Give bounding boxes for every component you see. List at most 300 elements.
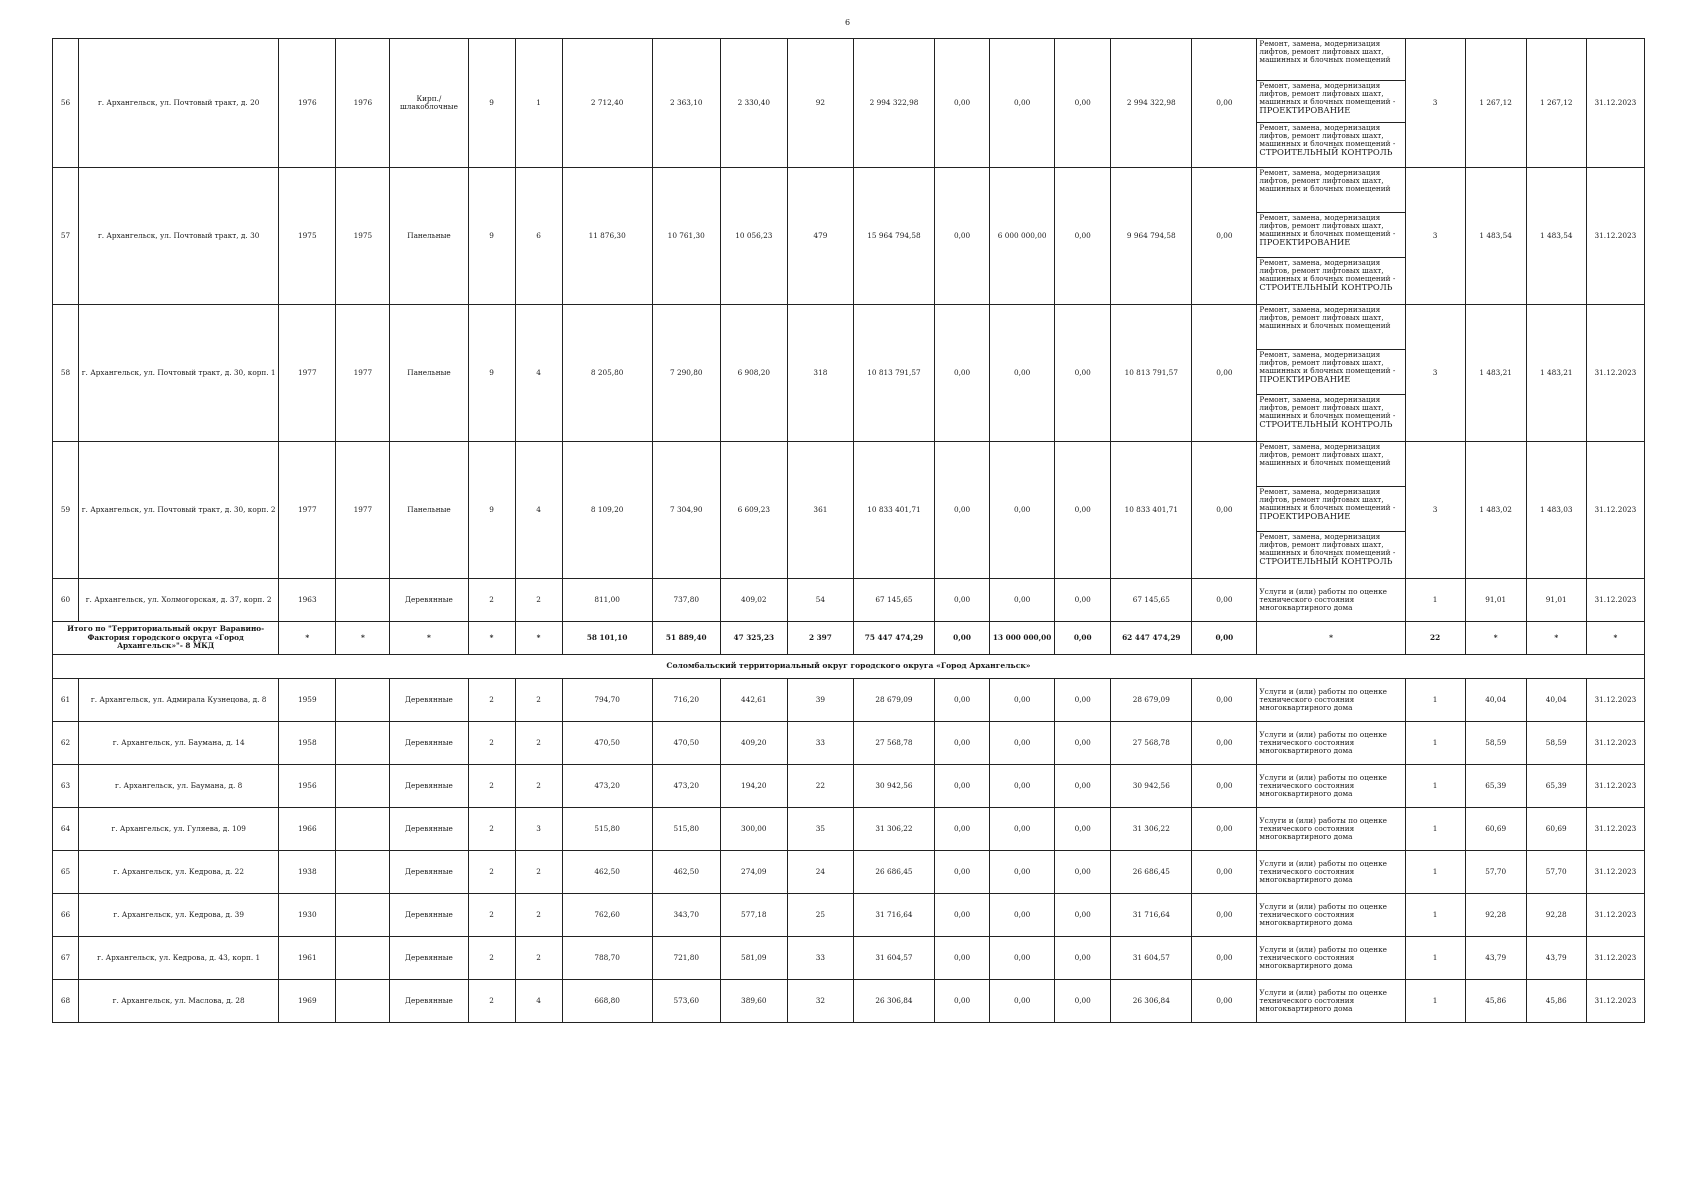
total-entrances: * [515, 622, 562, 655]
address-cell: г. Архангельск, ул. Кедрова, д. 43, корп. 1 [79, 937, 279, 980]
area-residential-cell: 300,00 [720, 808, 787, 851]
cost-fund-cell: 0,00 [935, 679, 990, 722]
work-type-text: Ремонт, замена, модернизация лифтов, ремонт лифтовых шахт, машинных и блочных помещений - [1259, 123, 1396, 149]
area-residential-cell: 409,02 [720, 579, 787, 622]
wall-material-cell: Панельные [390, 305, 468, 442]
max-cost-cell: 45,86 [1526, 980, 1586, 1023]
total-max-cost: * [1526, 622, 1586, 655]
unit-cost-cell: 1 483,21 [1465, 305, 1526, 442]
entrances-cell: 2 [515, 722, 562, 765]
table-row [53, 808, 1645, 851]
residents-cell: 24 [787, 851, 853, 894]
cost-region-cell: 0,00 [990, 894, 1055, 937]
wall-material-cell: Деревянные [390, 679, 468, 722]
cost-total-cell: 10 833 401,71 [853, 442, 934, 579]
cost-owners-cell: 67 145,65 [1111, 579, 1192, 622]
cost-region-cell: 0,00 [990, 980, 1055, 1023]
cost-owners-cell: 28 679,09 [1111, 679, 1192, 722]
cost-total-cell: 28 679,09 [853, 679, 934, 722]
floors-cell: 2 [468, 980, 515, 1023]
entrances-cell: 1 [515, 39, 562, 168]
floors-cell: 2 [468, 851, 515, 894]
cost-total-cell: 10 813 791,57 [853, 305, 934, 442]
max-cost-cell: 60,69 [1526, 808, 1586, 851]
row-number-cell: 61 [53, 679, 79, 722]
max-cost-cell: 91,01 [1526, 579, 1586, 622]
work-type-stage: СТРОИТЕЛЬНЫЙ КОНТРОЛЬ [1259, 556, 1393, 567]
address-cell: г. Архангельск, ул. Адмирала Кузнецова, д. 8 [79, 679, 279, 722]
entrances-cell: 2 [515, 679, 562, 722]
total-cost-fund: 0,00 [935, 622, 990, 655]
cost-local-cell: 0,00 [1055, 765, 1111, 808]
district-varavino-total [53, 622, 1645, 679]
address-cell: г. Архангельск, ул. Баумана, д. 8 [79, 765, 279, 808]
row-number-cell: 57 [53, 168, 79, 305]
cost-other-cell: 0,00 [1192, 980, 1257, 1023]
deadline-cell: 31.12.2023 [1586, 168, 1644, 305]
repair-program-table [52, 38, 1645, 1023]
deadline-cell: 31.12.2023 [1586, 894, 1644, 937]
unit-cost-cell: 1 267,12 [1465, 39, 1526, 168]
address-cell: г. Архангельск, ул. Почтовый тракт, д. 20 [79, 39, 279, 168]
work-type-item [1257, 487, 1404, 532]
cost-other-cell: 0,00 [1192, 579, 1257, 622]
residents-cell: 318 [787, 305, 853, 442]
max-cost-cell: 1 267,12 [1526, 39, 1586, 168]
work-count-cell: 1 [1405, 937, 1465, 980]
work-type-item [1257, 442, 1404, 487]
work-type-cell: Услуги и (или) работы по оценке технического состояния многоквартирного дома [1257, 980, 1405, 1023]
wall-material-cell: Деревянные [390, 765, 468, 808]
max-cost-cell: 1 483,03 [1526, 442, 1586, 579]
area-residential-cell: 274,09 [720, 851, 787, 894]
floors-cell: 2 [468, 937, 515, 980]
cost-local-cell: 0,00 [1055, 722, 1111, 765]
total-work-type: * [1257, 622, 1405, 655]
address-cell: г. Архангельск, ул. Почтовый тракт, д. 30, корп. 1 [79, 305, 279, 442]
cost-other-cell: 0,00 [1192, 679, 1257, 722]
table-row [53, 765, 1645, 808]
area-total-cell: 8 205,80 [562, 305, 652, 442]
cost-local-cell: 0,00 [1055, 442, 1111, 579]
year-built-cell: 1963 [279, 579, 336, 622]
max-cost-cell: 40,04 [1526, 679, 1586, 722]
work-type-text: Ремонт, замена, модернизация лифтов, ремонт лифтовых шахт, машинных и блочных помещений - [1259, 395, 1396, 421]
area-residential-cell: 10 056,23 [720, 168, 787, 305]
work-type-item [1257, 350, 1404, 395]
cost-total-cell: 27 568,78 [853, 722, 934, 765]
residents-cell: 54 [787, 579, 853, 622]
cost-local-cell: 0,00 [1055, 980, 1111, 1023]
year-commission-cell: 1977 [336, 442, 390, 579]
row-number-cell: 60 [53, 579, 79, 622]
cost-fund-cell: 0,00 [935, 442, 990, 579]
work-type-item [1257, 81, 1404, 123]
cost-region-cell: 6 000 000,00 [990, 168, 1055, 305]
year-commission-cell [336, 980, 390, 1023]
table-row [53, 168, 1645, 305]
total-area-living: 51 889,40 [652, 622, 720, 655]
work-type-stage: ПРОЕКТИРОВАНИЕ [1259, 511, 1351, 522]
cost-other-cell: 0,00 [1192, 168, 1257, 305]
cost-total-cell: 26 686,45 [853, 851, 934, 894]
row-number-cell: 63 [53, 765, 79, 808]
cost-total-cell: 31 716,64 [853, 894, 934, 937]
max-cost-cell: 58,59 [1526, 722, 1586, 765]
year-commission-cell: 1976 [336, 39, 390, 168]
area-living-cell: 7 290,80 [652, 305, 720, 442]
cost-local-cell: 0,00 [1055, 305, 1111, 442]
cost-other-cell: 0,00 [1192, 808, 1257, 851]
area-residential-cell: 581,09 [720, 937, 787, 980]
unit-cost-cell: 92,28 [1465, 894, 1526, 937]
row-number-cell: 62 [53, 722, 79, 765]
work-type-cell: Услуги и (или) работы по оценке технического состояния многоквартирного дома [1257, 937, 1405, 980]
unit-cost-cell: 91,01 [1465, 579, 1526, 622]
floors-cell: 2 [468, 894, 515, 937]
max-cost-cell: 65,39 [1526, 765, 1586, 808]
wall-material-cell: Деревянные [390, 808, 468, 851]
max-cost-cell: 1 483,21 [1526, 305, 1586, 442]
cost-region-cell: 0,00 [990, 579, 1055, 622]
total-cost-other: 0,00 [1192, 622, 1257, 655]
unit-cost-cell: 1 483,02 [1465, 442, 1526, 579]
cost-owners-cell: 26 306,84 [1111, 980, 1192, 1023]
deadline-cell: 31.12.2023 [1586, 980, 1644, 1023]
floors-cell: 2 [468, 579, 515, 622]
work-type-cell: Услуги и (или) работы по оценке технического состояния многоквартирного дома [1257, 679, 1405, 722]
year-built-cell: 1969 [279, 980, 336, 1023]
year-built-cell: 1938 [279, 851, 336, 894]
residents-cell: 22 [787, 765, 853, 808]
work-type-cell: Услуги и (или) работы по оценке технического состояния многоквартирного дома [1257, 808, 1405, 851]
cost-total-cell: 2 994 322,98 [853, 39, 934, 168]
work-type-item [1257, 395, 1404, 441]
total-material: * [390, 622, 468, 655]
table-row [53, 39, 1645, 168]
deadline-cell: 31.12.2023 [1586, 442, 1644, 579]
max-cost-cell: 92,28 [1526, 894, 1586, 937]
year-commission-cell [336, 765, 390, 808]
work-count-cell: 1 [1405, 579, 1465, 622]
work-type-stage: ПРОЕКТИРОВАНИЕ [1259, 237, 1351, 248]
max-cost-cell: 1 483,54 [1526, 168, 1586, 305]
table-row [53, 937, 1645, 980]
wall-material-cell: Деревянные [390, 980, 468, 1023]
work-type-item [1257, 532, 1404, 578]
area-residential-cell: 389,60 [720, 980, 787, 1023]
deadline-cell: 31.12.2023 [1586, 579, 1644, 622]
area-living-cell: 343,70 [652, 894, 720, 937]
area-residential-cell: 194,20 [720, 765, 787, 808]
work-count-cell: 1 [1405, 851, 1465, 894]
cost-owners-cell: 10 833 401,71 [1111, 442, 1192, 579]
work-type-cell [1257, 442, 1405, 579]
table-row [53, 980, 1645, 1023]
row-number-cell: 67 [53, 937, 79, 980]
row-number-cell: 58 [53, 305, 79, 442]
unit-cost-cell: 45,86 [1465, 980, 1526, 1023]
cost-fund-cell: 0,00 [935, 808, 990, 851]
area-total-cell: 473,20 [562, 765, 652, 808]
cost-other-cell: 0,00 [1192, 937, 1257, 980]
residents-cell: 32 [787, 980, 853, 1023]
floors-cell: 2 [468, 679, 515, 722]
cost-other-cell: 0,00 [1192, 894, 1257, 937]
unit-cost-cell: 58,59 [1465, 722, 1526, 765]
work-type-item [1257, 168, 1404, 213]
residents-cell: 25 [787, 894, 853, 937]
entrances-cell: 2 [515, 894, 562, 937]
district-varavino-rows [53, 39, 1645, 622]
wall-material-cell: Панельные [390, 442, 468, 579]
total-cost-local: 0,00 [1055, 622, 1111, 655]
year-built-cell: 1961 [279, 937, 336, 980]
work-type-text: Ремонт, замена, модернизация лифтов, ремонт лифтовых шахт, машинных и блочных помещений [1259, 442, 1391, 468]
area-living-cell: 716,20 [652, 679, 720, 722]
total-work-count: 22 [1405, 622, 1465, 655]
cost-owners-cell: 30 942,56 [1111, 765, 1192, 808]
total-cost-region: 13 000 000,00 [990, 622, 1055, 655]
total-cost-owners: 62 447 474,29 [1111, 622, 1192, 655]
row-number-cell: 68 [53, 980, 79, 1023]
cost-other-cell: 0,00 [1192, 765, 1257, 808]
wall-material-cell: Деревянные [390, 851, 468, 894]
work-count-cell: 1 [1405, 679, 1465, 722]
area-living-cell: 470,50 [652, 722, 720, 765]
area-living-cell: 7 304,90 [652, 442, 720, 579]
address-cell: г. Архангельск, ул. Почтовый тракт, д. 30, корп. 2 [79, 442, 279, 579]
cost-other-cell: 0,00 [1192, 305, 1257, 442]
cost-other-cell: 0,00 [1192, 39, 1257, 168]
area-living-cell: 737,80 [652, 579, 720, 622]
total-area-residential: 47 325,23 [720, 622, 787, 655]
entrances-cell: 4 [515, 442, 562, 579]
residents-cell: 479 [787, 168, 853, 305]
year-built-cell: 1975 [279, 168, 336, 305]
table-row [53, 851, 1645, 894]
area-total-cell: 811,00 [562, 579, 652, 622]
wall-material-cell: Деревянные [390, 579, 468, 622]
cost-other-cell: 0,00 [1192, 442, 1257, 579]
year-commission-cell [336, 894, 390, 937]
work-type-stage: СТРОИТЕЛЬНЫЙ КОНТРОЛЬ [1259, 147, 1393, 158]
unit-cost-cell: 60,69 [1465, 808, 1526, 851]
work-count-cell: 3 [1405, 442, 1465, 579]
work-count-cell: 1 [1405, 894, 1465, 937]
work-type-cell: Услуги и (или) работы по оценке технического состояния многоквартирного дома [1257, 722, 1405, 765]
total-year-commission: * [336, 622, 390, 655]
floors-cell: 9 [468, 168, 515, 305]
cost-local-cell: 0,00 [1055, 894, 1111, 937]
cost-owners-cell: 2 994 322,98 [1111, 39, 1192, 168]
area-total-cell: 11 876,30 [562, 168, 652, 305]
wall-material-cell: Деревянные [390, 894, 468, 937]
work-count-cell: 1 [1405, 765, 1465, 808]
cost-fund-cell: 0,00 [935, 980, 990, 1023]
total-label: Итого по "Территориальный округ Варавино-Фактория городского округа «Город Архангельск»"- 8 МКД [53, 622, 279, 655]
total-row [53, 622, 1645, 655]
area-living-cell: 462,50 [652, 851, 720, 894]
work-type-text: Ремонт, замена, модернизация лифтов, ремонт лифтовых шахт, машинных и блочных помещений - [1259, 81, 1396, 107]
unit-cost-cell: 43,79 [1465, 937, 1526, 980]
work-type-stage: СТРОИТЕЛЬНЫЙ КОНТРОЛЬ [1259, 282, 1393, 293]
address-cell: г. Архангельск, ул. Холмогорская, д. 37, корп. 2 [79, 579, 279, 622]
area-residential-cell: 442,61 [720, 679, 787, 722]
area-total-cell: 462,50 [562, 851, 652, 894]
wall-material-cell: Деревянные [390, 937, 468, 980]
area-residential-cell: 2 330,40 [720, 39, 787, 168]
work-count-cell: 1 [1405, 722, 1465, 765]
cost-local-cell: 0,00 [1055, 39, 1111, 168]
cost-other-cell: 0,00 [1192, 851, 1257, 894]
deadline-cell: 31.12.2023 [1586, 679, 1644, 722]
table-row [53, 894, 1645, 937]
work-type-text: Ремонт, замена, модернизация лифтов, ремонт лифтовых шахт, машинных и блочных помещений - [1259, 532, 1396, 558]
entrances-cell: 2 [515, 765, 562, 808]
year-commission-cell: 1977 [336, 305, 390, 442]
cost-region-cell: 0,00 [990, 722, 1055, 765]
year-built-cell: 1966 [279, 808, 336, 851]
work-type-cell: Услуги и (или) работы по оценке технического состояния многоквартирного дома [1257, 579, 1405, 622]
work-type-text: Ремонт, замена, модернизация лифтов, ремонт лифтовых шахт, машинных и блочных помещений - [1259, 213, 1396, 239]
cost-fund-cell: 0,00 [935, 851, 990, 894]
entrances-cell: 4 [515, 305, 562, 442]
total-unit-cost: * [1465, 622, 1526, 655]
row-number-cell: 65 [53, 851, 79, 894]
area-residential-cell: 577,18 [720, 894, 787, 937]
cost-fund-cell: 0,00 [935, 894, 990, 937]
table-row [53, 305, 1645, 442]
cost-total-cell: 15 964 794,58 [853, 168, 934, 305]
address-cell: г. Архангельск, ул. Кедрова, д. 22 [79, 851, 279, 894]
work-count-cell: 1 [1405, 808, 1465, 851]
year-built-cell: 1958 [279, 722, 336, 765]
unit-cost-cell: 65,39 [1465, 765, 1526, 808]
work-type-stage: СТРОИТЕЛЬНЫЙ КОНТРОЛЬ [1259, 419, 1393, 430]
cost-fund-cell: 0,00 [935, 39, 990, 168]
cost-total-cell: 26 306,84 [853, 980, 934, 1023]
work-type-cell [1257, 168, 1405, 305]
work-type-cell: Услуги и (или) работы по оценке технического состояния многоквартирного дома [1257, 765, 1405, 808]
row-number-cell: 64 [53, 808, 79, 851]
address-cell: г. Архангельск, ул. Маслова, д. 28 [79, 980, 279, 1023]
area-total-cell: 470,50 [562, 722, 652, 765]
year-built-cell: 1930 [279, 894, 336, 937]
cost-owners-cell: 31 716,64 [1111, 894, 1192, 937]
cost-owners-cell: 9 964 794,58 [1111, 168, 1192, 305]
work-type-item [1257, 305, 1404, 350]
area-living-cell: 2 363,10 [652, 39, 720, 168]
deadline-cell: 31.12.2023 [1586, 851, 1644, 894]
cost-region-cell: 0,00 [990, 442, 1055, 579]
cost-local-cell: 0,00 [1055, 679, 1111, 722]
work-type-item [1257, 258, 1404, 304]
total-floors: * [468, 622, 515, 655]
row-number-cell: 59 [53, 442, 79, 579]
entrances-cell: 3 [515, 808, 562, 851]
unit-cost-cell: 40,04 [1465, 679, 1526, 722]
address-cell: г. Архангельск, ул. Баумана, д. 14 [79, 722, 279, 765]
work-type-item [1257, 39, 1404, 81]
work-type-text: Ремонт, замена, модернизация лифтов, ремонт лифтовых шахт, машинных и блочных помещений - [1259, 258, 1396, 284]
total-deadline: * [1586, 622, 1644, 655]
section-title: Соломбальский территориальный округ городского округа «Город Архангельск» [53, 655, 1645, 679]
work-count-cell: 3 [1405, 39, 1465, 168]
floors-cell: 2 [468, 808, 515, 851]
wall-material-cell: Кирп./ шлакоблочные [390, 39, 468, 168]
total-residents: 2 397 [787, 622, 853, 655]
residents-cell: 33 [787, 937, 853, 980]
area-living-cell: 573,60 [652, 980, 720, 1023]
deadline-cell: 31.12.2023 [1586, 722, 1644, 765]
area-living-cell: 10 761,30 [652, 168, 720, 305]
year-built-cell: 1959 [279, 679, 336, 722]
cost-total-cell: 31 306,22 [853, 808, 934, 851]
unit-cost-cell: 1 483,54 [1465, 168, 1526, 305]
row-number-cell: 66 [53, 894, 79, 937]
area-total-cell: 794,70 [562, 679, 652, 722]
address-cell: г. Архангельск, ул. Гуляева, д. 109 [79, 808, 279, 851]
area-living-cell: 515,80 [652, 808, 720, 851]
year-built-cell: 1956 [279, 765, 336, 808]
cost-owners-cell: 26 686,45 [1111, 851, 1192, 894]
cost-owners-cell: 10 813 791,57 [1111, 305, 1192, 442]
work-type-stage: ПРОЕКТИРОВАНИЕ [1259, 105, 1351, 116]
deadline-cell: 31.12.2023 [1586, 808, 1644, 851]
work-type-cell [1257, 39, 1405, 168]
cost-fund-cell: 0,00 [935, 305, 990, 442]
cost-total-cell: 30 942,56 [853, 765, 934, 808]
area-total-cell: 762,60 [562, 894, 652, 937]
work-type-text: Ремонт, замена, модернизация лифтов, ремонт лифтовых шахт, машинных и блочных помещений - [1259, 487, 1396, 513]
year-commission-cell [336, 851, 390, 894]
cost-owners-cell: 31 306,22 [1111, 808, 1192, 851]
table-row [53, 579, 1645, 622]
work-type-item [1257, 213, 1404, 258]
cost-local-cell: 0,00 [1055, 168, 1111, 305]
work-count-cell: 3 [1405, 168, 1465, 305]
work-type-cell: Услуги и (или) работы по оценке технического состояния многоквартирного дома [1257, 894, 1405, 937]
cost-fund-cell: 0,00 [935, 579, 990, 622]
floors-cell: 2 [468, 765, 515, 808]
table-row [53, 679, 1645, 722]
area-total-cell: 788,70 [562, 937, 652, 980]
floors-cell: 9 [468, 305, 515, 442]
table-row [53, 722, 1645, 765]
deadline-cell: 31.12.2023 [1586, 937, 1644, 980]
cost-owners-cell: 27 568,78 [1111, 722, 1192, 765]
year-commission-cell: 1975 [336, 168, 390, 305]
deadline-cell: 31.12.2023 [1586, 765, 1644, 808]
table-row [53, 442, 1645, 579]
row-number-cell: 56 [53, 39, 79, 168]
year-built-cell: 1977 [279, 442, 336, 579]
cost-fund-cell: 0,00 [935, 168, 990, 305]
deadline-cell: 31.12.2023 [1586, 39, 1644, 168]
area-total-cell: 515,80 [562, 808, 652, 851]
year-commission-cell [336, 579, 390, 622]
residents-cell: 35 [787, 808, 853, 851]
cost-owners-cell: 31 604,57 [1111, 937, 1192, 980]
residents-cell: 92 [787, 39, 853, 168]
cost-other-cell: 0,00 [1192, 722, 1257, 765]
year-built-cell: 1976 [279, 39, 336, 168]
residents-cell: 33 [787, 722, 853, 765]
cost-local-cell: 0,00 [1055, 808, 1111, 851]
floors-cell: 2 [468, 722, 515, 765]
cost-region-cell: 0,00 [990, 937, 1055, 980]
